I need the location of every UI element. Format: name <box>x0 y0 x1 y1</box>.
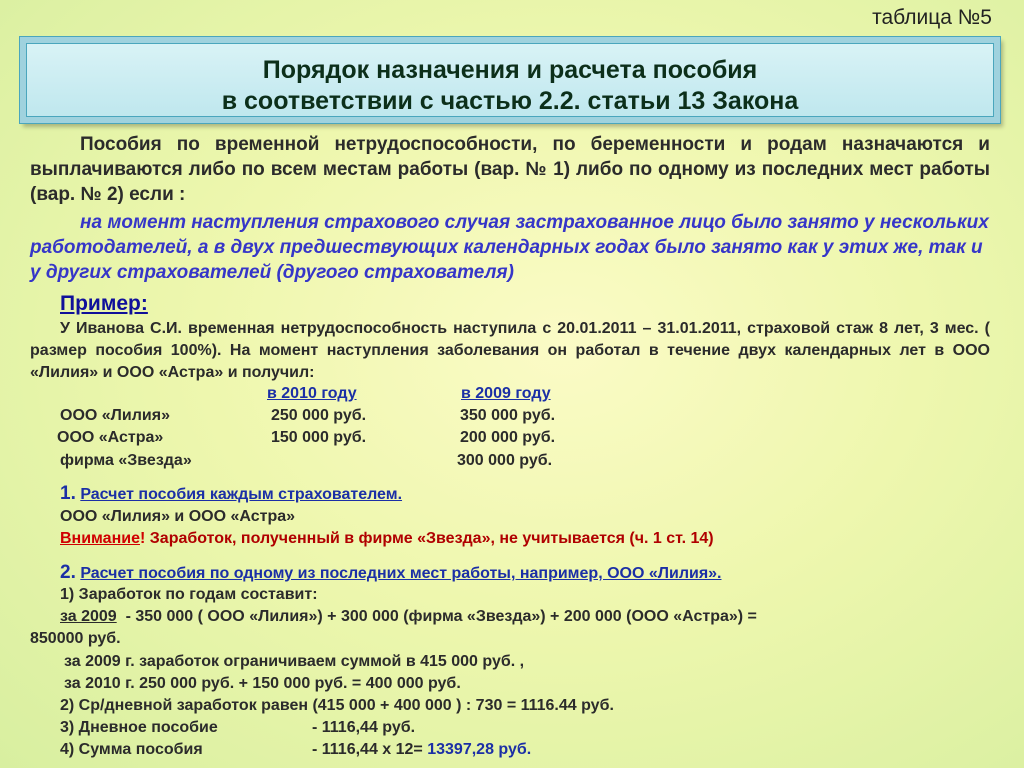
warning-text: Заработок, полученный в фирме «Звезда», не учитывается <box>149 530 625 547</box>
calc-line-7-label: 3) Дневное пособие <box>60 719 218 736</box>
condition-paragraph <box>30 210 990 285</box>
intro-paragraph: Пособия по временной нетрудоспособности, по беременности и родам назначаются и выплачиваются либо по всем местам работы (вар. № 1) либо по одному из последних мест работы (вар. № 2) если : <box>30 134 990 205</box>
section-2-title: Расчет пособия по одному из последних мест работы, например, ООО «Лилия». <box>80 565 722 582</box>
benefit-total: 13397,28 руб. <box>427 741 532 758</box>
calc-line-6: 2) Ср/дневной заработок равен (415 000 + 400 000 ) : 730 = 1116.44 руб. <box>60 697 614 714</box>
section-1-heading <box>60 483 402 505</box>
calc-line-8-label: 4) Сумма пособия <box>60 741 203 758</box>
section-1-title: Расчет пособия каждым страхователем. <box>80 486 403 503</box>
calc-line-1: 1) Заработок по годам составит: <box>60 586 318 603</box>
section-2-heading <box>60 562 722 584</box>
example-paragraph <box>30 318 990 384</box>
row-value-2009: 300 000 руб. <box>457 452 553 469</box>
calc-line-2 <box>60 608 757 626</box>
warning-label: Внимание <box>60 530 140 547</box>
warning-reference: (ч. 1 ст. 14) <box>629 530 714 547</box>
calc-formula: - 1116,44 х 12= <box>312 741 423 758</box>
row-name: фирма «Звезда» <box>60 452 192 469</box>
warning-line <box>60 530 714 548</box>
row-value-2009: 350 000 руб. <box>460 407 556 424</box>
title-box <box>20 37 1000 123</box>
calc-line-7-value: - 1116,44 руб. <box>312 719 416 736</box>
year-2009-header: в 2009 году <box>461 385 551 402</box>
title-line-2: в соответствии с частью 2.2. статьи 13 Закона <box>221 87 799 115</box>
row-name: ООО «Лилия» <box>60 407 170 424</box>
row-value-2010: 150 000 руб. <box>271 429 367 446</box>
section-1-line: ООО «Лилия» и ООО «Астра» <box>60 508 296 525</box>
condition-text: на момент наступления страхового случая застрахованное лицо было занято у нескольких работодателей, а в двух предшествующих календарных годах было занято как у этих же, так и у других страхователей (другого страхователя) <box>30 212 989 283</box>
calc-line-5: за 2010 г. 250 000 руб. + 150 000 руб. = 400 000 руб. <box>64 675 461 692</box>
calc-line-8-value <box>312 741 531 759</box>
row-name: ООО «Астра» <box>57 429 164 446</box>
title-line-1: Порядок назначения и расчета пособия <box>262 56 758 84</box>
calc-line-3: 850000 руб. <box>30 630 121 647</box>
section-1-number: 1. <box>60 483 76 504</box>
calc-text-2009: - 350 000 ( ООО «Лилия») + 300 000 (фирма «Звезда») + 200 000 (ООО «Астра») = <box>125 608 757 625</box>
section-2-number: 2. <box>60 562 76 583</box>
row-value-2010: 250 000 руб. <box>271 407 367 424</box>
example-text: У Иванова С.И. временная нетрудоспособность наступила с 20.01.2011 – 31.01.2011, страховой стаж 8 лет, 3 мес. ( размер пособия 100%). На момент наступления заболевания он работал в течение двух календарных лет в ООО «Лилия» и ООО «Астра» и получил: <box>30 320 990 381</box>
calc-label-2009: за 2009 <box>60 608 117 625</box>
row-value-2009: 200 000 руб. <box>460 429 556 446</box>
calc-line-4: за 2009 г. заработок ограничиваем суммой в 415 000 руб. , <box>64 653 525 670</box>
example-heading: Пример: <box>60 292 148 315</box>
table-number: таблица №5 <box>872 6 992 29</box>
warning-exclamation: ! <box>139 530 146 547</box>
year-2010-header: в 2010 году <box>267 385 357 402</box>
